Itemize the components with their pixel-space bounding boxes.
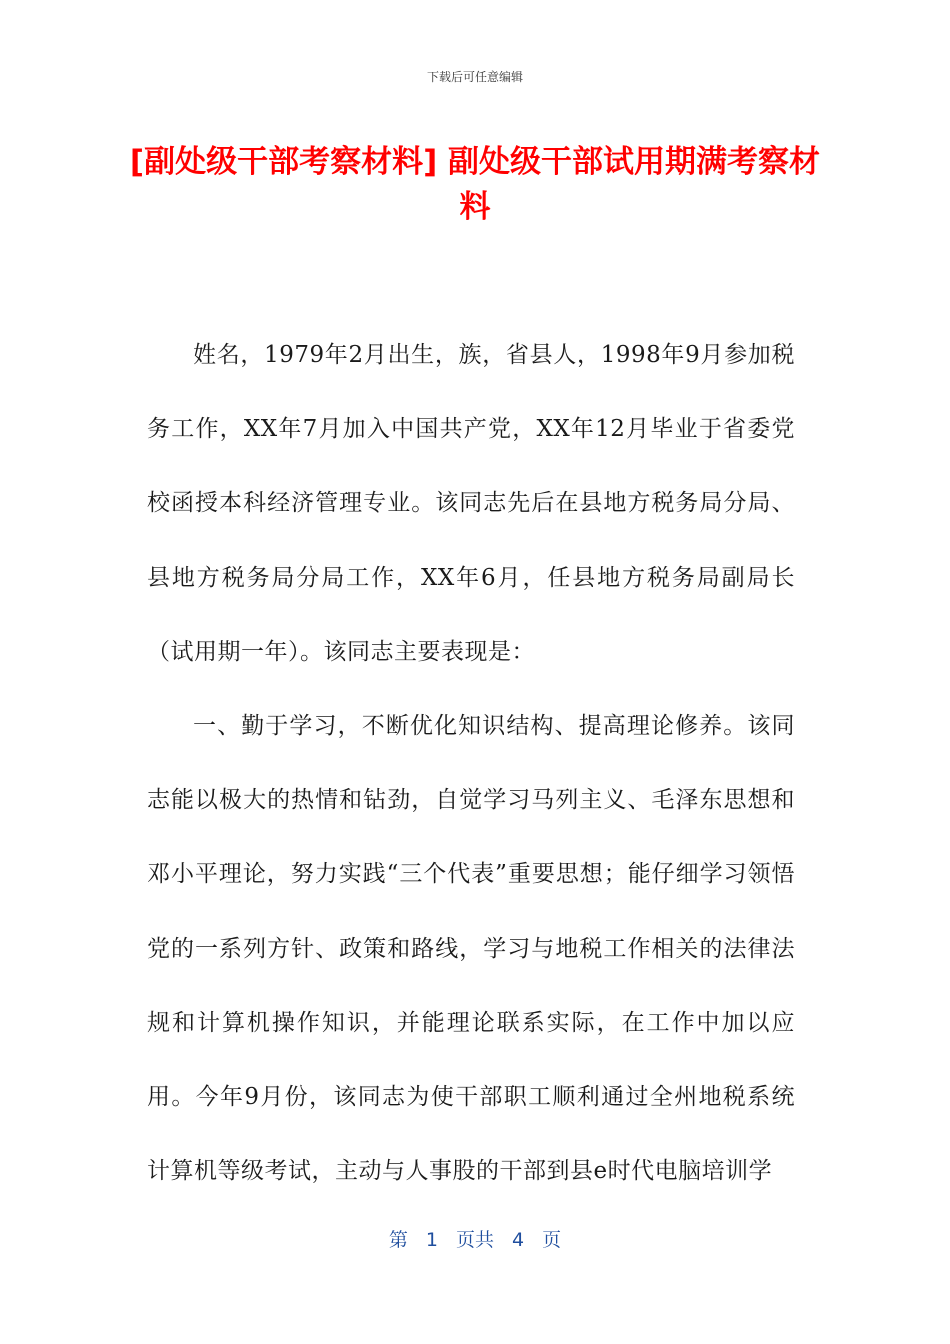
paragraph-intro: 姓名，1979年2月出生，族，省县人，1998年9月参加税务工作，XX年7月加入中国共产党，XX年12月毕业于省委党校函授本科经济管理专业。该同志先后在县地方税务局分局、县地方税务局分局工作，XX年6月，任县地方税务局副局长（试用期一年）。该同志主要表现是： <box>147 342 795 665</box>
document-body <box>147 318 795 1208</box>
document-title: [副处级干部考察材料] 副处级干部试用期满考察材料 <box>129 144 821 225</box>
page-footer <box>0 1225 950 1252</box>
page-number: 1 <box>425 1229 438 1251</box>
page-suffix: 页 <box>542 1229 562 1251</box>
header-note: 下载后可任意编辑 <box>426 70 523 84</box>
page-total: 4 <box>512 1229 525 1251</box>
page-middle: 页共 <box>455 1229 494 1251</box>
page-prefix: 第 <box>388 1229 408 1251</box>
paragraph-section-one: 一、勤于学习，不断优化知识结构、提高理论修养。该同志能以极大的热情和钻劲，自觉学习马列主义、毛泽东思想和邓小平理论，努力实践“三个代表”重要思想；能仔细学习领悟党的一系列方针、政策和路线，学习与地税工作相关的法律法规和计算机操作知识，并能理论联系实际，在工作中加以应用。今年9月份，该同志为使干部职工顺利通过全州地税系统计算机等级考试，主动与人事股的干部到县e时代电脑培训学 <box>147 713 795 1185</box>
